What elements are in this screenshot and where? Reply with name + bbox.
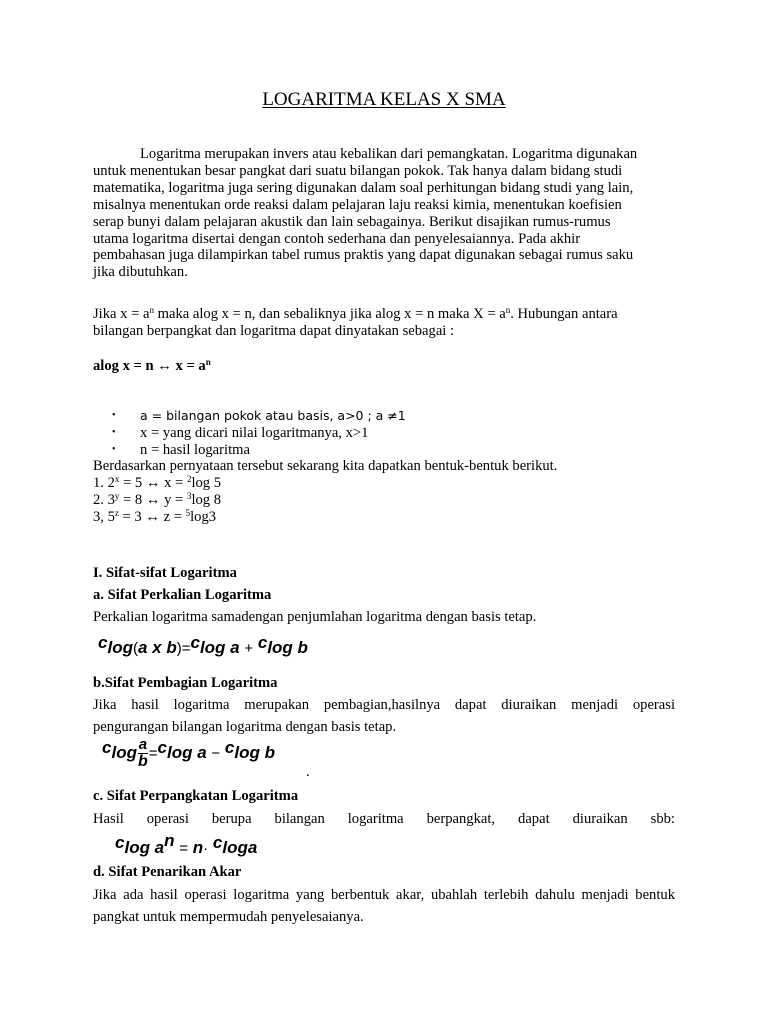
section-heading: I. Sifat-sifat Logaritma xyxy=(93,565,237,581)
list-item: • x = yang dicari nilai logaritmanya, x>1 xyxy=(112,424,369,441)
subsection-heading-d: d. Sifat Penarikan Akar xyxy=(93,864,242,880)
subsection-heading-c: c. Sifat Perpangkatan Logaritma xyxy=(93,788,299,804)
examples-intro: Berdasarkan pernyataan tersebut sekarang kita dapatkan bentuk-bentuk berikut. xyxy=(93,458,558,474)
definition-line-1: Jika $x = a^n$ maka alog x = n, dan sebaliknya jika alog x = n maka $X = a^n$. Hubungan antara xyxy=(93,305,618,322)
subsection-b-text-2: pengurangan bilangan logaritma dengan basis tetap. xyxy=(93,719,397,735)
intro-line: utama logaritma disertai dengan contoh sederhana dan penyelesaiannya. Pada akhir xyxy=(93,230,581,247)
formula-dot: . xyxy=(306,764,310,780)
bullet-list xyxy=(112,408,406,458)
formula-power: clog an = n· cloga xyxy=(115,831,258,857)
intro-line: untuk menentukan besar pangkat dari suatu bilangan pokok. Tak hanya dalam bidang studi xyxy=(93,162,623,179)
subsection-c-text: Hasil operasi berupa bilangan logaritma berpangkat, dapat diuraikan sbb: xyxy=(93,811,675,827)
subsection-d-text-1: Jika ada hasil operasi logaritma yang berbentuk akar, ubahlah terlebih dahulu menjadi bentuk xyxy=(93,887,675,903)
intro-line: matematika, logaritma juga sering digunakan dalam soal perhitungan bidang studi yang lain, xyxy=(93,179,634,196)
bullet-icon: • xyxy=(112,443,116,455)
intro-line: jika dibutuhkan. xyxy=(93,264,188,281)
examples-block xyxy=(93,458,557,526)
subsection-a-text: Perkalian logaritma samadengan penjumlahan logaritma dengan basis tetap. xyxy=(93,609,537,625)
intro-line: misalnya menentukan orde reaksi dalam pelajaran laju reaksi kimia, menentukan koefisien xyxy=(93,196,622,213)
example-line: 3, $5^z = 3$ ↔ z = $^5$log3 xyxy=(93,507,217,525)
formula-product: clog(a x b)=clog a + clog b xyxy=(98,633,308,657)
subsection-d-text-2: pangkat untuk mempermudah penyelesaianya. xyxy=(93,909,364,925)
intro-line: pembahasan juga dilampirkan tabel rumus praktis yang dapat digunakan sebagai rumus saku xyxy=(93,247,634,264)
intro-line: serap bunyi dalam pelajaran akustik dan lain sebagainya. Berikut disajikan rumus-rumus xyxy=(93,213,611,230)
list-item: • a = bilangan pokok atau basis, a>0 ; a ≠1 xyxy=(112,408,406,423)
key-formula: alog x = n ↔ $x = a^n$ xyxy=(93,357,211,374)
bullet-icon: • xyxy=(112,426,116,438)
document-title: LOGARITMA KELAS X SMA xyxy=(262,89,506,110)
intro-paragraph xyxy=(93,146,675,281)
intro-line: Logaritma merupakan invers atau kebalikan dari pemangkatan. Logaritma digunakan xyxy=(140,146,638,162)
fraction: $\frac{a}{b}$ xyxy=(137,736,148,771)
subsection-b-text-1: Jika hasil logaritma merupakan pembagian,hasilnya dapat diuraikan menjadi operasi xyxy=(93,697,675,713)
definition-line-2: bilangan berpangkat dan logaritma dapat dinyatakan sebagai : xyxy=(93,322,455,339)
bullet-icon: • xyxy=(112,410,116,421)
example-line: 2. $3^y = 8$ ↔ y = $^3$log 8 xyxy=(93,490,222,508)
formula-division: clog $\frac{a}{b}$ =clog a − clog b xyxy=(102,736,275,771)
example-line: 1. $2^x = 5$ ↔ x = $^2$log 5 xyxy=(93,473,222,491)
subsection-heading-a: a. Sifat Perkalian Logaritma xyxy=(93,587,272,603)
list-item: • n = hasil logaritma xyxy=(112,441,250,458)
definition-paragraph xyxy=(93,306,618,340)
subsection-heading-b: b.Sifat Pembagian Logaritma xyxy=(93,675,278,691)
